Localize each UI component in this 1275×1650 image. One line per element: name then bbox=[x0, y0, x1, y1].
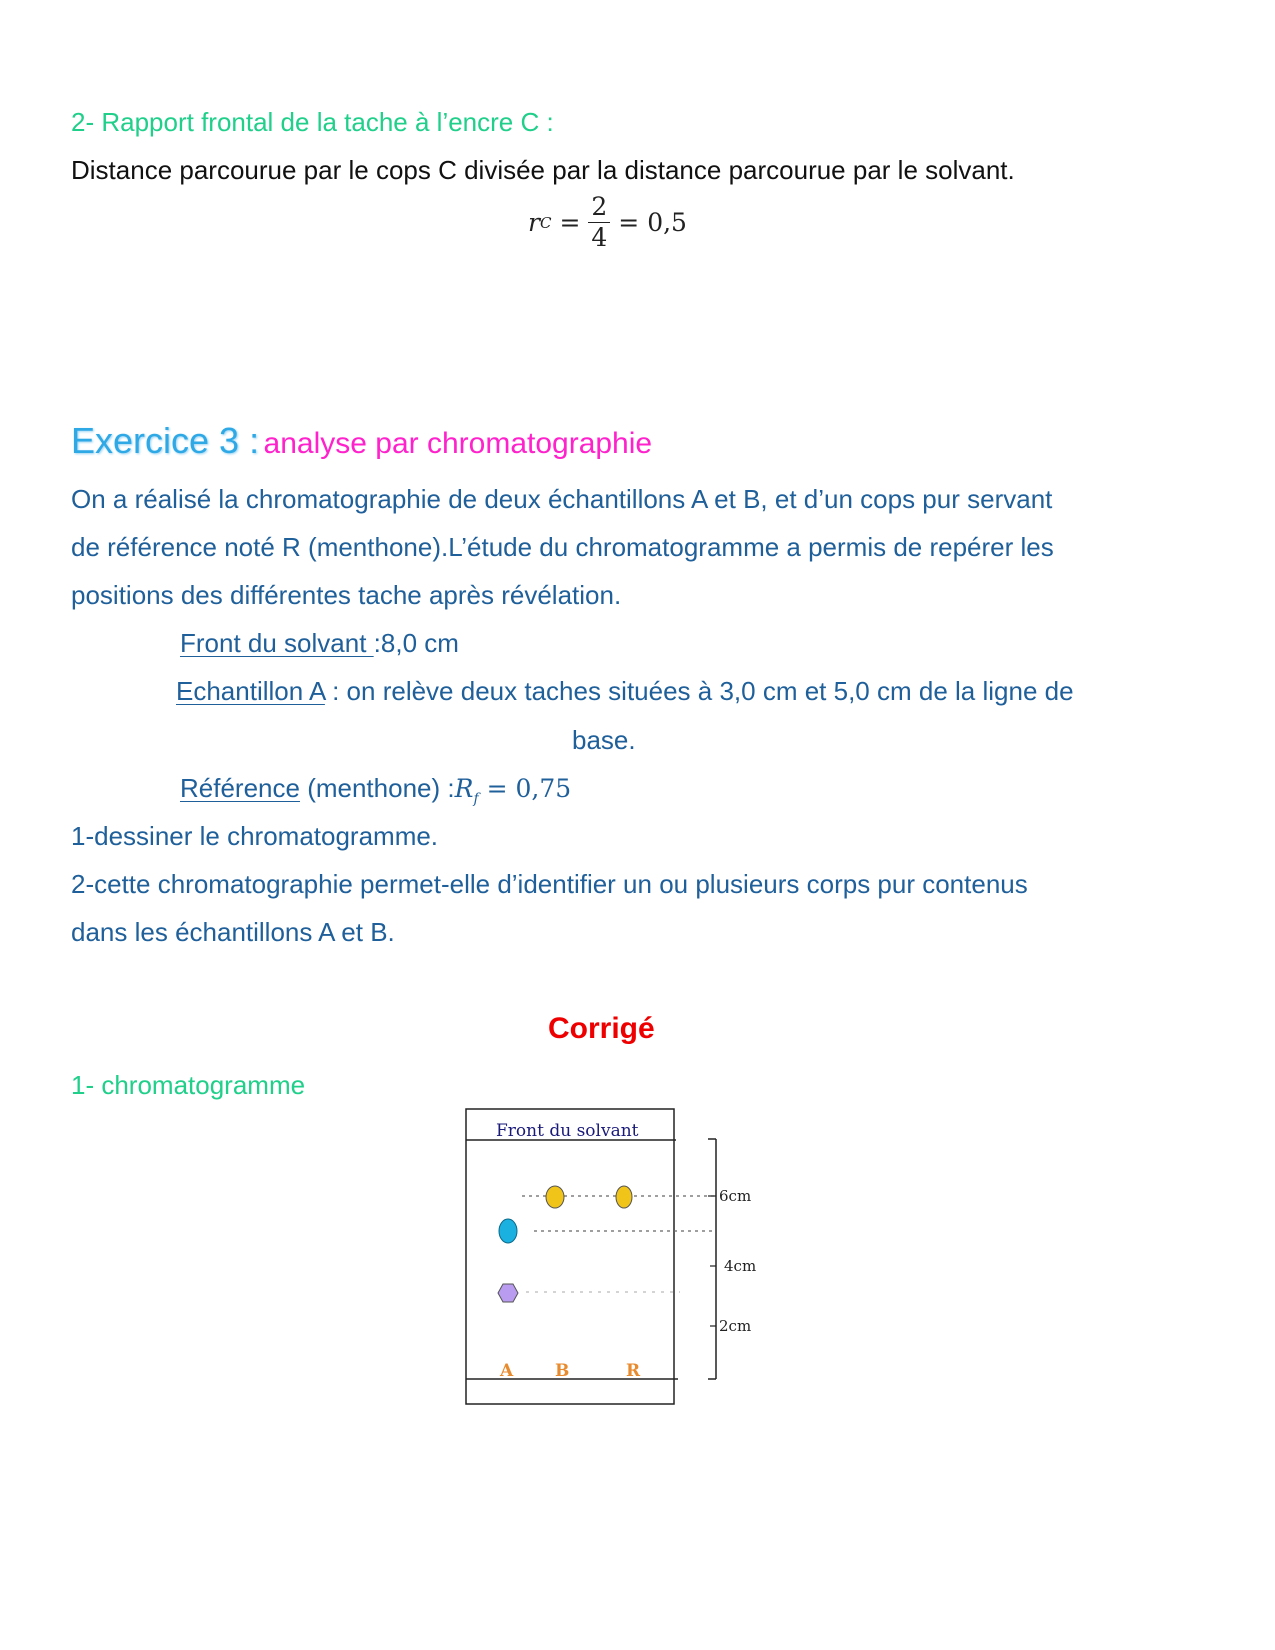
intro-line-3: positions des différentes tache après révélation. bbox=[71, 580, 622, 610]
lane-label-r: R bbox=[626, 1361, 641, 1381]
sample-label: Echantillon A bbox=[176, 676, 325, 706]
reference-label: Référence bbox=[180, 773, 300, 803]
front-line bbox=[180, 628, 459, 659]
chromatogram-diagram bbox=[460, 1102, 780, 1412]
scale-label-4cm: 4cm bbox=[724, 1257, 757, 1275]
question-1: 1-dessiner le chromatogramme. bbox=[71, 821, 439, 851]
reference-rf: R bbox=[454, 774, 474, 803]
intro-line-2: de référence noté R (menthone).L’étude du chromatogramme a permis de repérer les bbox=[71, 532, 1054, 562]
formula-equals: = bbox=[559, 208, 581, 237]
corrige-item-1: 1- chromatogramme bbox=[71, 1070, 306, 1100]
front-label: Front du solvant bbox=[180, 628, 374, 658]
scale-label-2cm: 2cm bbox=[719, 1317, 752, 1335]
formula-lhs-sub: C bbox=[539, 213, 552, 232]
formula-numerator: 2 bbox=[588, 192, 610, 223]
reference-rf-sub: f bbox=[473, 791, 479, 808]
intro-line-1: On a réalisé la chromatographie de deux échantillons A et B, et d’un cops pur servant bbox=[71, 484, 1053, 514]
definition-text: Distance parcourue par le cops C divisée par la distance parcourue par le solvant. bbox=[71, 155, 1015, 185]
spot-a-cyan bbox=[499, 1219, 517, 1243]
front-value: :8,0 cm bbox=[373, 628, 459, 658]
lane-label-b: B bbox=[555, 1361, 570, 1381]
reference-line bbox=[180, 773, 571, 807]
reference-rf-value: = 0,75 bbox=[478, 774, 572, 803]
sample-line-2: base. bbox=[572, 725, 636, 755]
corrige-title: Corrigé bbox=[548, 1012, 655, 1045]
exercise-title: Exercice 3 : bbox=[71, 420, 260, 461]
lane-label-a: A bbox=[500, 1361, 514, 1381]
formula-rc bbox=[528, 192, 687, 253]
question-2-line-2: dans les échantillons A et B. bbox=[71, 917, 395, 947]
formula-lhs: r bbox=[528, 208, 540, 237]
formula-fraction bbox=[588, 192, 610, 253]
exercise-subtitle: analyse par chromatographie bbox=[263, 427, 653, 460]
exercise-title-line bbox=[71, 420, 652, 462]
scale-label-6cm: 6cm bbox=[719, 1187, 752, 1205]
sample-line bbox=[176, 676, 1074, 707]
spot-a-violet bbox=[498, 1284, 518, 1302]
spot-b-yellow bbox=[546, 1186, 564, 1208]
plate-outline bbox=[466, 1109, 674, 1404]
formula-result: = 0,5 bbox=[618, 208, 687, 237]
spot-r-yellow bbox=[616, 1186, 632, 1208]
sample-text: : on relève deux taches situées à 3,0 cm et 5,0 cm de la ligne de bbox=[324, 676, 1074, 706]
formula-denominator: 4 bbox=[591, 223, 608, 252]
reference-text: (menthone) : bbox=[299, 773, 455, 803]
section-heading: 2- Rapport frontal de la tache à l’encre C : bbox=[71, 107, 554, 137]
question-2-line-1: 2-cette chromatographie permet-elle d’identifier un ou plusieurs corps pur contenus bbox=[71, 869, 1028, 899]
front-label: Front du solvant bbox=[496, 1121, 639, 1141]
